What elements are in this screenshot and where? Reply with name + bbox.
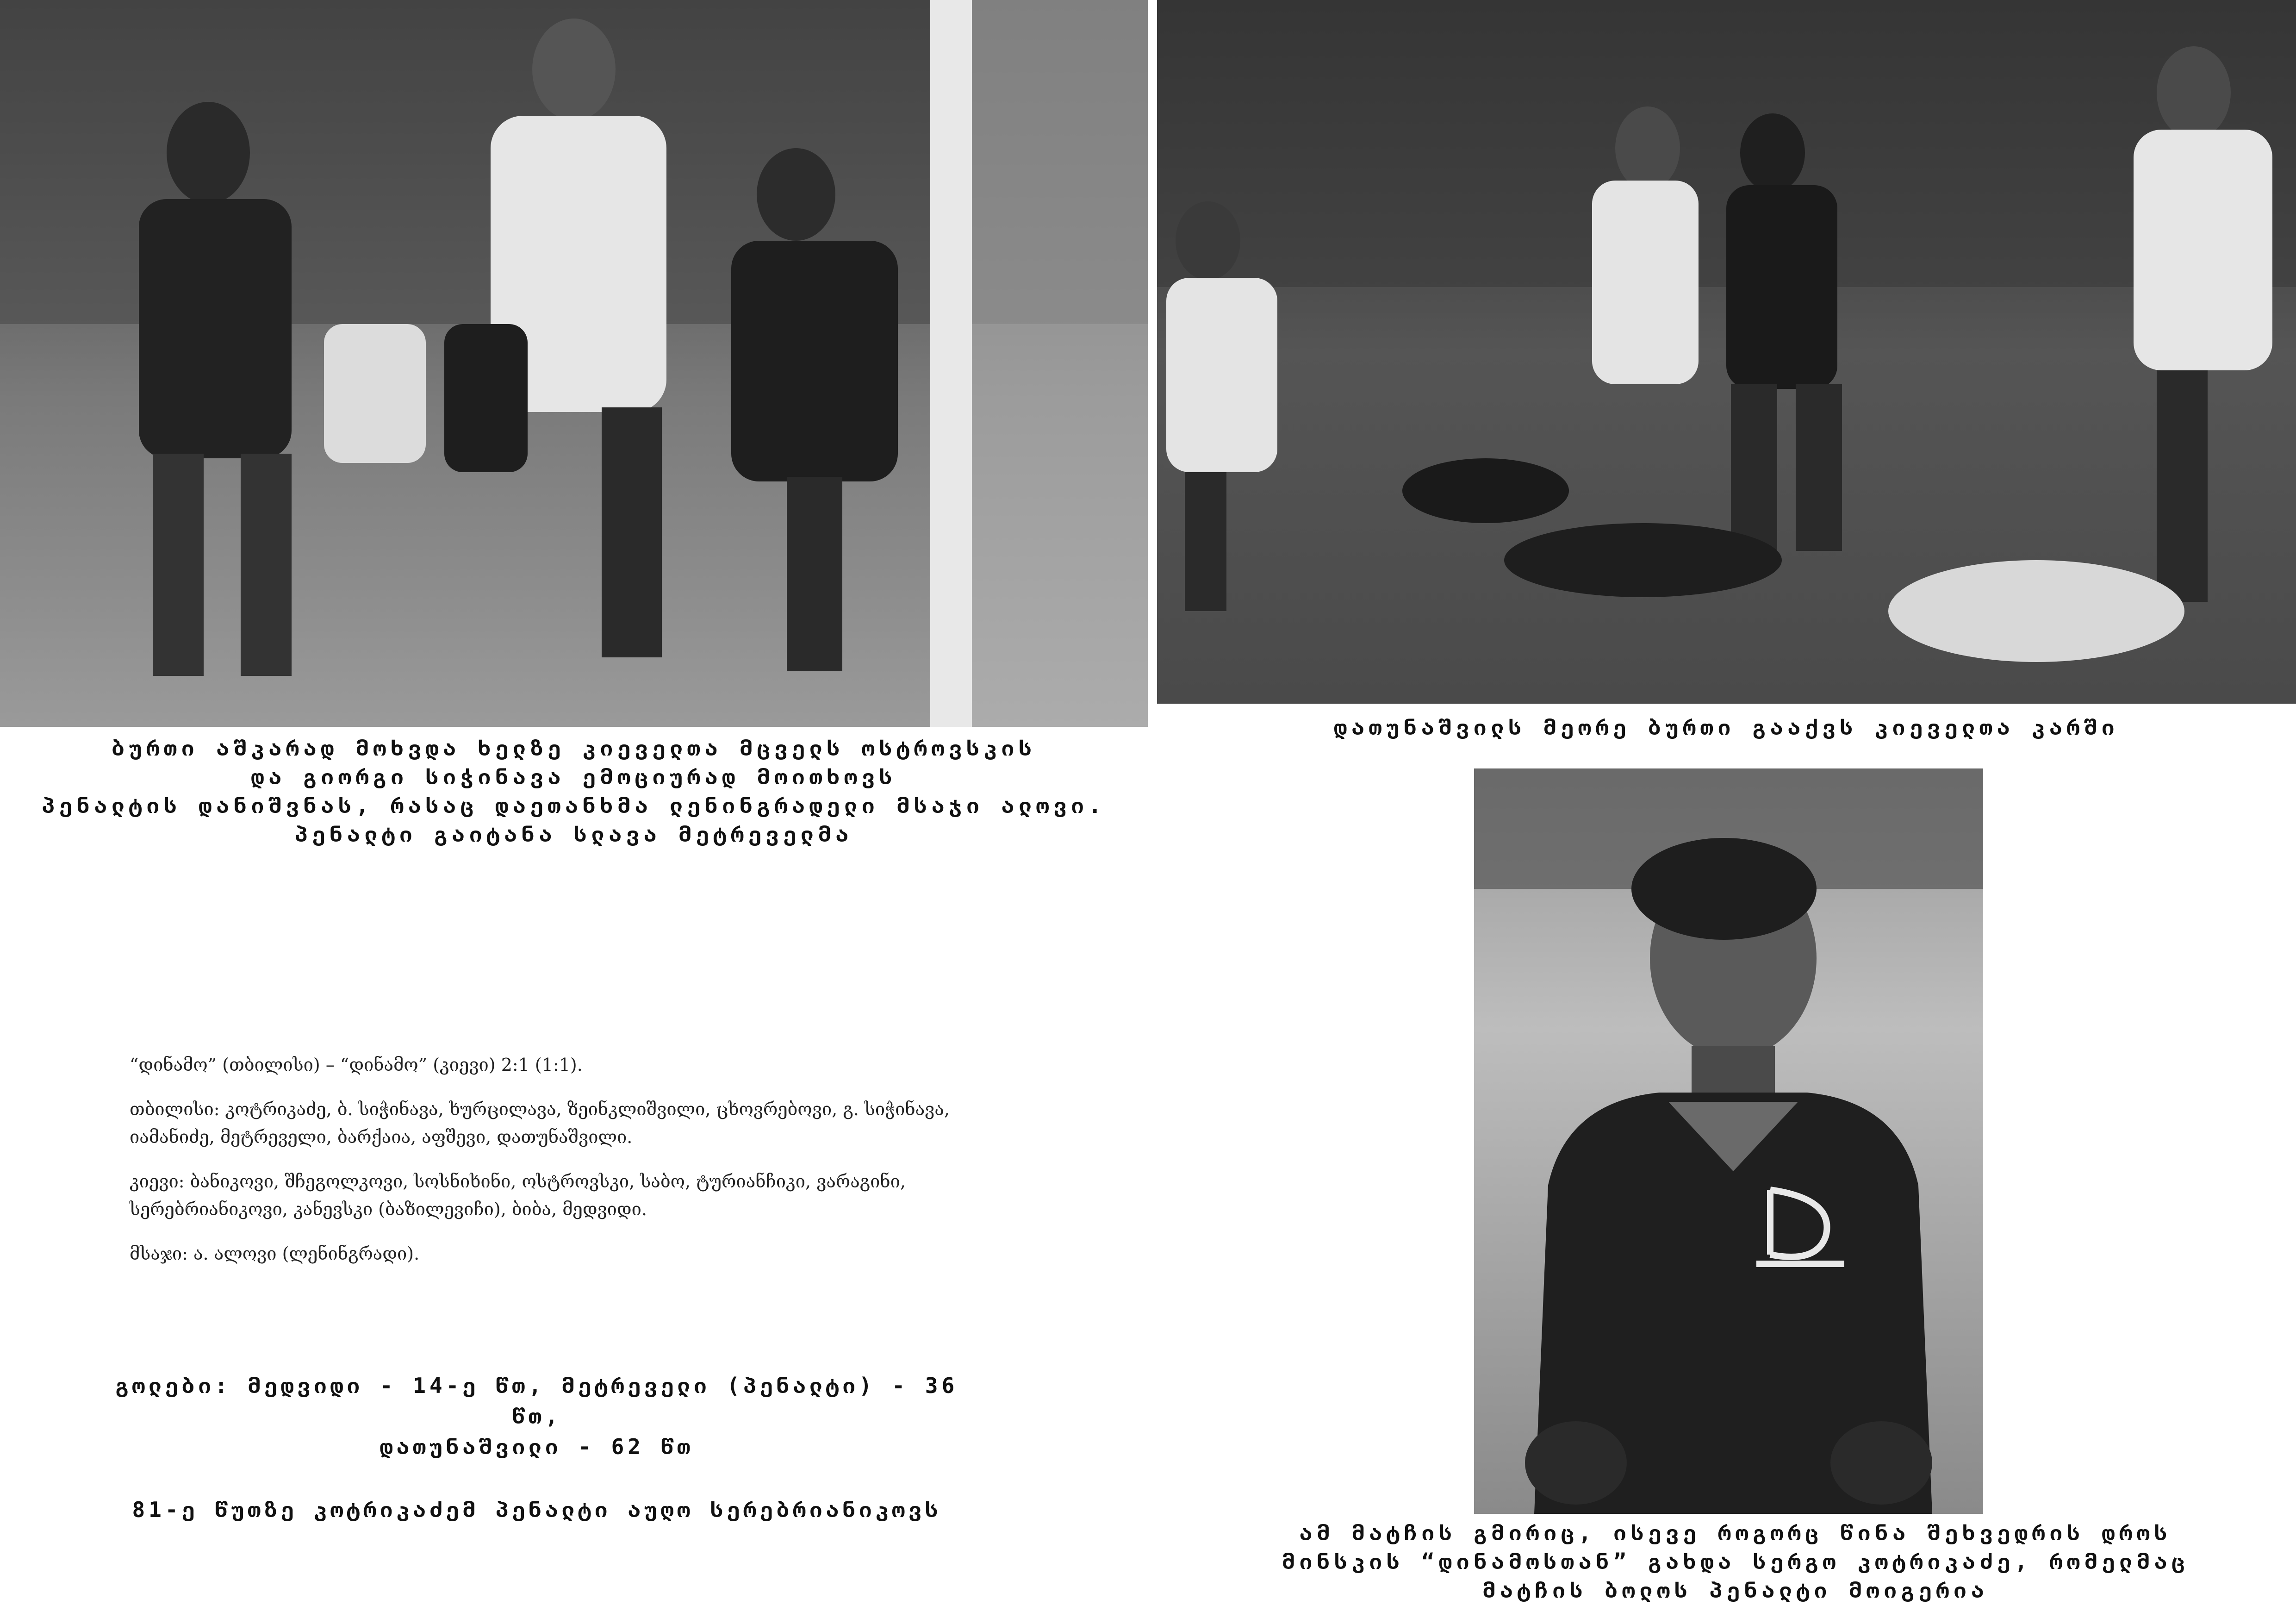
caption-line: პენალტი გაიტანა სლავა მეტრეველმა <box>294 822 853 847</box>
caption-line: დათუნაშვილს მეორე ბურთი გააქვს კიეველთა კარში <box>1334 715 2119 740</box>
caption-penalty-appeal <box>0 734 1148 849</box>
goals-line: დათუნაშვილი - 62 წთ <box>380 1434 694 1459</box>
photo-second-goal-image <box>1157 0 2296 704</box>
caption-line: ბურთი აშკარად მოხვდა ხელზე კიეველთა მცველს ოსტროვსკის <box>112 736 1036 761</box>
goals-line: გოლები: მედვიდი - 14-ე წთ, მეტრეველი (პენალტი) - 36 წთ, <box>115 1373 958 1429</box>
caption-second-goal <box>1157 713 2296 742</box>
photo-goalkeeper-image <box>1474 768 1983 1514</box>
caption-line: პენალტის დანიშვნას, რასაც დაეთანხმა ლენინგრადელი მსაჯი ალოვი. <box>42 793 1106 818</box>
photo-penalty-appeal-image <box>0 0 1148 727</box>
photo-second-goal <box>1157 0 2296 704</box>
caption-line: და გიორგი სიჭინავა ემოციურად მოითხოვს <box>251 764 897 789</box>
goals-summary <box>83 1370 990 1525</box>
match-details <box>130 1051 1009 1284</box>
referee: მსაჯი: ა. ალოვი (ლენინგრადი). <box>130 1243 420 1264</box>
caption-goalkeeper-hero <box>1203 1518 2268 1605</box>
photo-goalkeeper-portrait <box>1474 768 1983 1514</box>
penalty-save-note: 81-ე წუთზე კოტრიკაძემ პენალტი აუღო სერებრიანიკოვს <box>132 1497 942 1522</box>
caption-line: მინსკის “დინამოსთან” გახდა სერგო კოტრიკაძე, რომელმაც <box>1282 1549 2190 1574</box>
lineup-kiev: კიევი: ბანიკოვი, შჩეგოლკოვი, სოსნიხინი, ოსტროვსკი, საბო, ტურიანჩიკი, ვარაგინი, სერებრიანიკოვი, კანევსკი (ბაზილევიჩი), ბიბა, მედვიდი. <box>130 1171 906 1219</box>
photo-penalty-appeal <box>0 0 1148 727</box>
caption-line: მატჩის ბოლოს პენალტი მოიგერია <box>1482 1578 1989 1603</box>
caption-line: ამ მატჩის გმირიც, ისევე როგორც წინა შეხვედრის დროს <box>1299 1520 2172 1545</box>
lineup-tbilisi: თბილისი: კოტრიკაძე, ბ. სიჭინავა, ხურცილავა, ზეინკლიშვილი, ცხოვრებოვი, გ. სიჭინავა, იამანიძე, მეტრეველი, ბარქაია, აფშევი, დათუნაშვილი. <box>130 1099 950 1147</box>
match-score: “დინამო” (თბილისი) – “დინამო” (კიევი) 2:1 (1:1). <box>130 1055 583 1075</box>
